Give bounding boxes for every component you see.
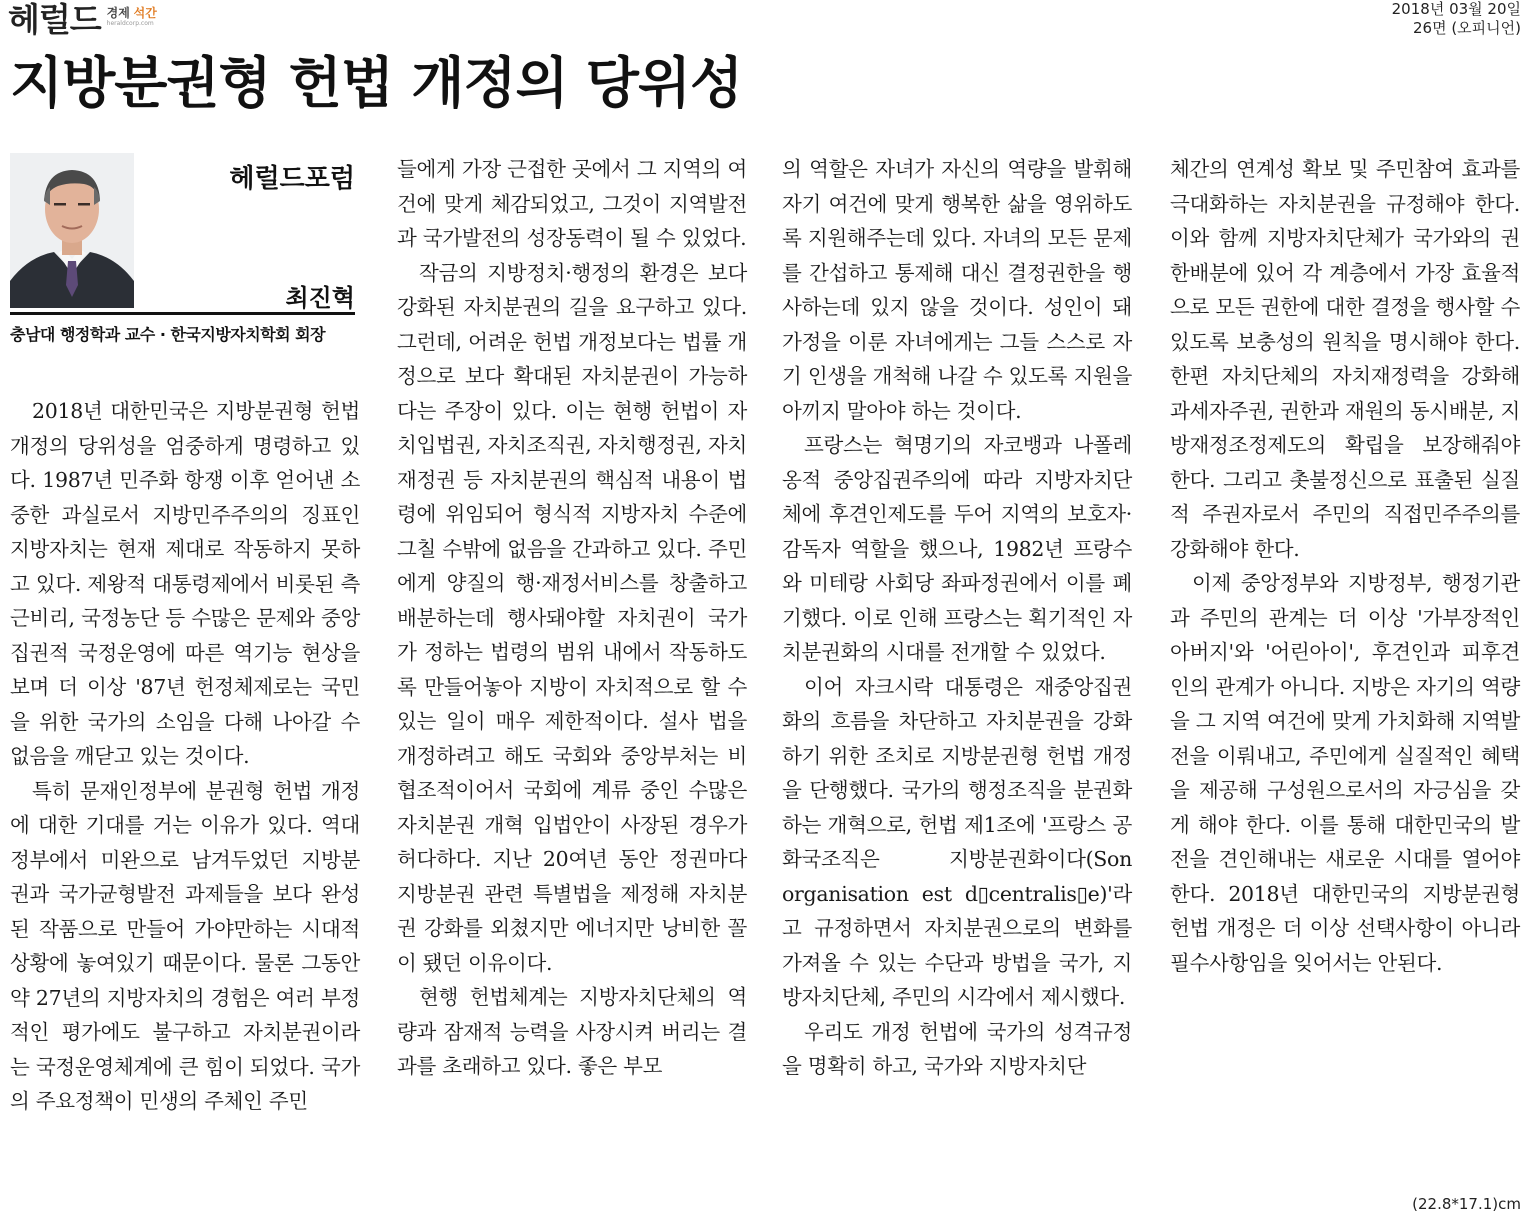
paragraph: 우리도 개정 헌법에 국가의 성격규정을 명확히 하고, 국가와 지방자치단: [782, 1019, 1132, 1078]
paragraph: 작금의 지방정치·행정의 환경은 보다 강화된 자치분권의 길을 요구하고 있다. 그런데, 어려운 헌법 개정보다는 법률 개정으로 보다 확대된 자치분권이 가능하다는 주장이 있다. 이는 현행 헌법이 자치입법권, 자치조직권, 자치행정권, 자치재정권 등 자치분권의 핵심적 내용이 법령에 위임되어 형식적 지방자치 수준에 그칠 수밖에 없음을 간과하고 있다. 주민에게 양질의 행·재정서비스를 창출하고 배분하는데 행사돼야할 자치권이 국가가 정하는 법령의 범위 내에서 작동하도록 만들어놓아 지방이 자치적으로 할 수 있는 일이 매우 제한적이다. 설사 법을 개정하려고 해도 국회와 중앙부처는 비협조적이어서 국회에 계류 중인 수많은 자치분권 개혁 입법안이 사장된 경우가 허다하다. 지난 20여년 동안 정권마다 지방분권 관련 특별법을 제정해 자치분권 강화를 외쳤지만 에너지만 낭비한 꼴이 됐던 이유이다.: [397, 260, 747, 975]
clipping-size: (22.8*17.1)cm: [1412, 1195, 1521, 1213]
author-divider: [10, 312, 355, 315]
author-title: 충남대 행정학과 교수 · 한국지방자치학회 회장: [10, 325, 326, 344]
paragraph: 2018년 대한민국은 지방분권형 헌법 개정의 당위성을 엄중하게 명령하고 있다. 1987년 민주화 항쟁 이후 얻어낸 소중한 과실로서 지방민주주의의 징표인 지방자치는 현재 제대로 작동하지 못하고 있다. 제왕적 대통령제에서 비롯된 측근비리, 국정농단 등 수많은 문제와 중앙집권적 국정운영에 따른 역기능 현상을 보며 더 이상 '87년 헌정체제로는 국민을 위한 국가의 소임을 다해 나아갈 수 없음을 깨닫고 있는 것이다.: [10, 399, 360, 768]
author-box: [10, 150, 355, 348]
paragraph-continued: 체간의 연계성 확보 및 주민참여 효과를 극대화하는 자치분권을 규정해야 한다. 이와 함께 지방자치단체가 국가와의 권한배분에 있어 각 계층에서 가장 효율적으로 모든 권한에 대한 결정을 행사할 수 있도록 보충성의 원칙을 명시해야 한다. 한편 자치단체의 자치재정력을 강화해 과세자주권, 권한과 재원의 동시배분, 지방재정조정제도의 확립을 보장해줘야 한다. 그리고 촛불정신으로 표출된 실질적 주권자로서 주민의 직접민주주의를 강화해야 한다.: [1170, 157, 1520, 561]
headline: 지방분권형 헌법 개정의 당위성: [10, 51, 743, 115]
paragraph: 이어 자크시락 대통령은 재중앙집권화의 흐름을 차단하고 자치분권을 강화하기 위한 조치로 지방분권형 헌법 개정을 단행했다. 국가의 행정조직을 분권화하는 개혁으로, 헌법 제1조에 '프랑스 공화국조직은 지방분권화이다(Son organisation est d▯centralis▯e)'라고 규정하면서 자치분권으로의 변화를 가져올 수 있는 수단과 방법을 국가, 지방자치단체, 주민의 시각에서 제시했다.: [782, 674, 1132, 1009]
brand-logo: 헤럴드: [8, 0, 101, 39]
column-label: 헤럴드포럼: [229, 164, 355, 194]
paragraph: 프랑스는 혁명기의 자코뱅과 나폴레옹적 중앙집권주의에 따라 지방자치단체에 후견인제도를 두어 지역의 보호자·감독자 역할을 했으나, 1982년 프랑수와 미테랑 사회당 좌파정권에서 이를 폐기했다. 이로 인해 프랑스는 획기적인 자치분권화의 시대를 전개할 수 있었다.: [782, 433, 1132, 664]
article-column-3: [782, 152, 1132, 1084]
publication-date: 2018년 03월 20일: [1391, 0, 1521, 18]
edition-url: heraldcorp.com: [106, 20, 154, 27]
article-column-2: [397, 152, 747, 1084]
edition-info: [107, 7, 157, 28]
paragraph-continued: 의 역할은 자녀가 자신의 역량을 발휘해 자기 여건에 맞게 행복한 삶을 영위하도록 지원해주는데 있다. 자녀의 모든 문제를 간섭하고 통제해 대신 결정권한을 행사하는데 있지 않을 것이다. 성인이 돼 가정을 이룬 자녀에게는 그들 스스로 자기 인생을 개척해 나갈 수 있도록 지원을 아끼지 말아야 하는 것이다.: [782, 157, 1132, 423]
author-name: 최진혁: [285, 284, 355, 312]
article-column-4: [1170, 152, 1520, 980]
paragraph: 특히 문재인정부에 분권형 헌법 개정에 대한 기대를 거는 이유가 있다. 역대 정부에서 미완으로 남겨두었던 지방분권과 국가균형발전 과제들을 보다 완성된 작품으로 만들어 가야만하는 시대적 상황에 놓여있기 때문이다. 물론 그동안 약 27년의 지방자치의 경험은 여러 부정적인 평가에도 불구하고 자치분권이라는 국정운영체계에 큰 힘이 되었다. 국가의 주요정책이 민생의 주체인 주민: [10, 778, 360, 1113]
edition-economy: 경제: [106, 6, 130, 20]
page-info: 26면 (오피니언): [1412, 19, 1521, 37]
author-photo: [10, 153, 134, 308]
publication-meta: [1392, 0, 1521, 38]
article-column-1: [10, 394, 360, 1119]
paragraph: 이제 중앙정부와 지방정부, 행정기관과 주민의 관계는 더 이상 '가부장적인 아버지'와 '어린아이', 후견인과 피후견인의 관계가 아니다. 지방은 자기의 역량을 그 지역 여건에 맞게 가치화해 지역발전을 이뤄내고, 주민에게 실질적인 혜택을 제공해 구성원으로서의 자긍심을 갖게 해야 한다. 이를 통해 대한민국의 발전을 견인해내는 새로운 시대를 열어야 한다. 2018년 대한민국의 지방분권형 헌법 개정은 더 이상 선택사항이 아니라 필수사항임을 잊어서는 안된다.: [1170, 571, 1520, 975]
paragraph-continued: 들에게 가장 근접한 곳에서 그 지역의 여건에 맞게 체감되었고, 그것이 지역발전과 국가발전의 성장동력이 될 수 있었다.: [397, 157, 747, 250]
edition-evening: 석간: [133, 6, 157, 20]
masthead: [8, 2, 157, 42]
paragraph: 현행 헌법체계는 지방자치단체의 역량과 잠재적 능력을 사장시켜 버리는 결과를 초래하고 있다. 좋은 부모: [397, 985, 747, 1078]
